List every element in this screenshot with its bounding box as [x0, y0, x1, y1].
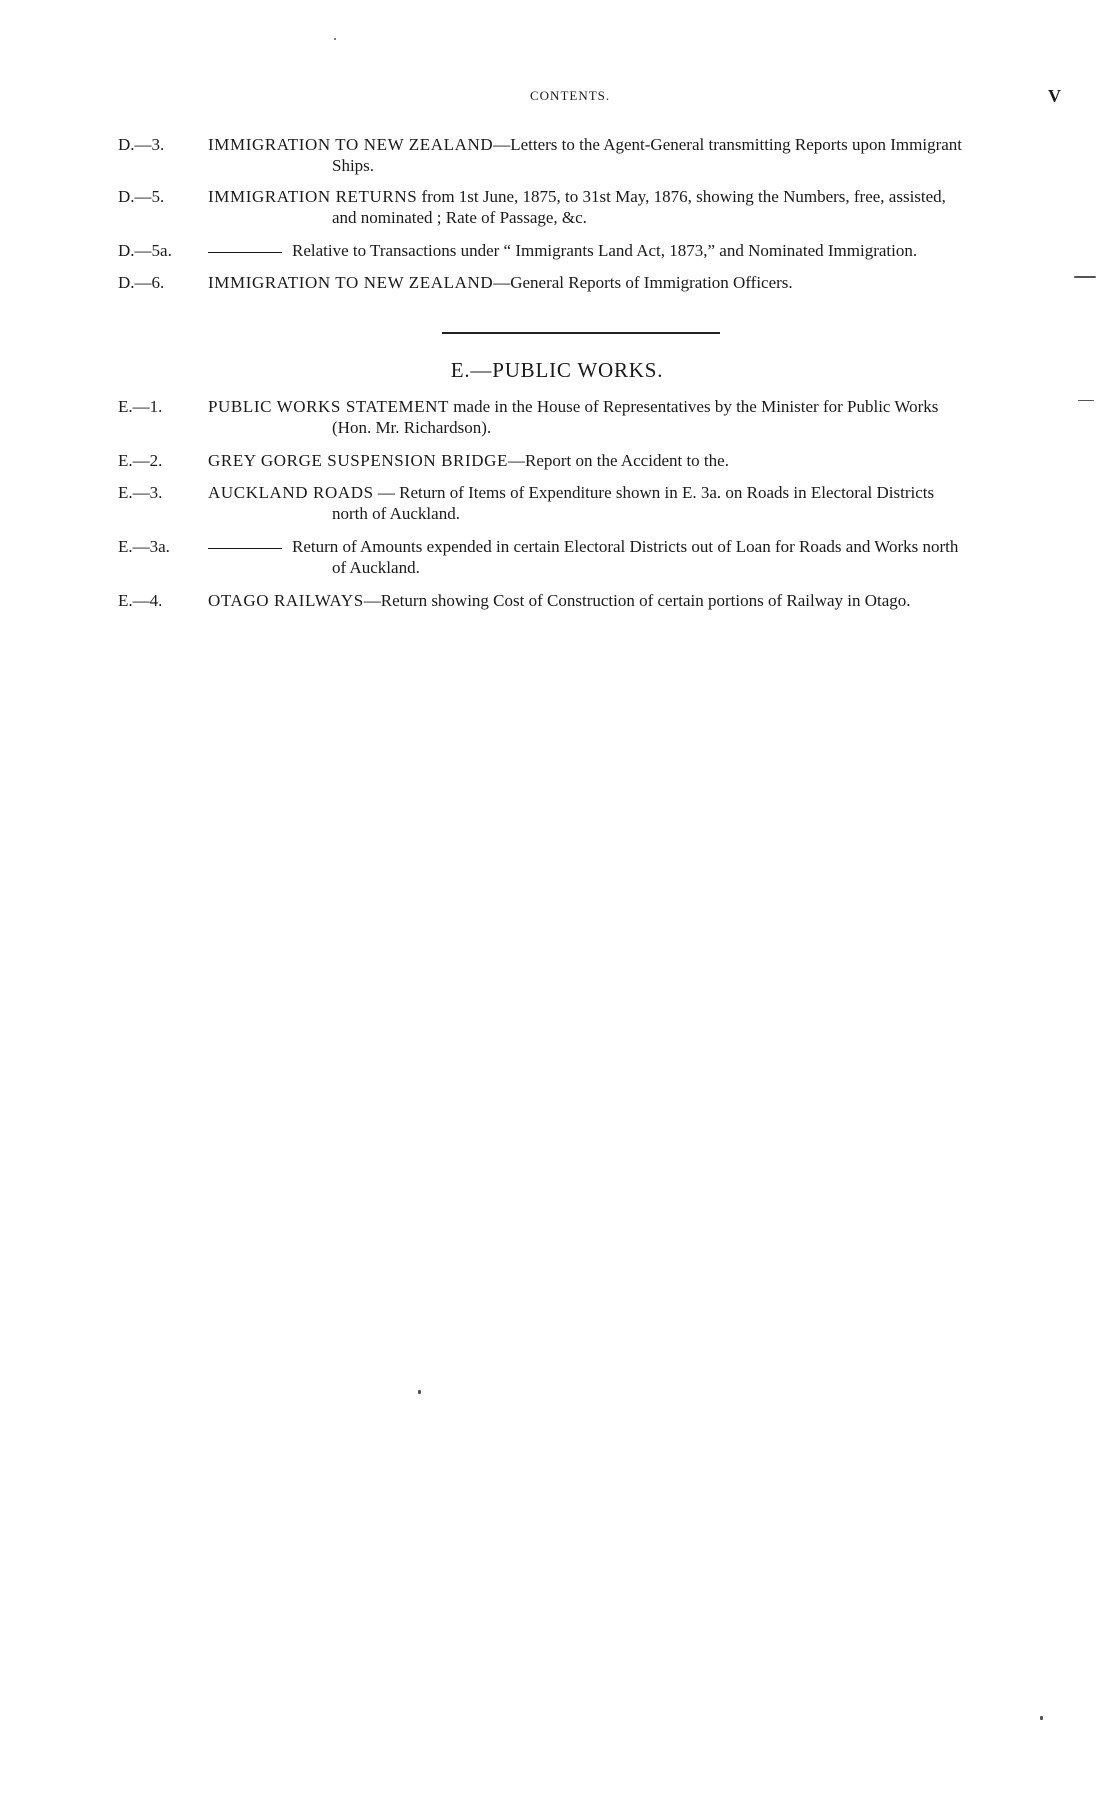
entry-code: D.—3.: [118, 135, 165, 154]
entry-heading: IMMIGRATION TO NEW ZEALAND: [208, 273, 494, 292]
entry-code: E.—3a.: [118, 537, 170, 556]
ditto-dash: [208, 252, 282, 253]
entry-continuation: and nominated ; Rate of Passage, &c.: [332, 208, 587, 227]
entry-text: Return of Amounts expended in certain Electoral Districts out of Loan for Roads and Works north: [292, 537, 959, 556]
margin-mark: [1074, 276, 1096, 278]
entry-code: E.—2.: [118, 451, 163, 470]
entry-text: — Return of Items of Expenditure shown in E. 3a. on Roads in Electoral Districts: [373, 483, 935, 502]
entry-code: D.—5.: [118, 187, 165, 206]
section-divider: [442, 332, 720, 334]
margin-mark: [1078, 400, 1094, 401]
entry-text: —Letters to the Agent-General transmitting Reports upon Immigrant: [493, 135, 963, 154]
entry-code: E.—3.: [118, 483, 163, 502]
entry-code: E.—4.: [118, 591, 163, 610]
section-heading: E.—PUBLIC WORKS.: [450, 358, 664, 382]
running-head: [0, 88, 1114, 108]
entry-code: D.—6.: [118, 273, 165, 292]
entry-heading: IMMIGRATION TO NEW ZEALAND: [208, 135, 494, 154]
entry-body: [208, 590, 1058, 611]
entry-continuation: Ships.: [332, 156, 375, 175]
entry-body: [208, 272, 1058, 293]
scan-speck: [334, 38, 336, 40]
entry-code: D.—5a.: [118, 241, 172, 260]
ditto-dash: [208, 548, 282, 549]
page-title: CONTENTS.: [530, 88, 611, 103]
entry-body: [208, 186, 1058, 228]
entry-body: [208, 240, 1058, 261]
scan-speck: [1040, 1716, 1043, 1720]
entry-body: [208, 396, 1058, 438]
page-number: V: [1048, 86, 1061, 106]
entry-body: [208, 482, 1058, 524]
entry-text: —Report on the Accident to the.: [508, 451, 729, 470]
entry-continuation: north of Auckland.: [332, 504, 460, 523]
entry-body: [208, 536, 1058, 578]
entry-continuation: of Auckland.: [332, 558, 420, 577]
entry-heading: OTAGO RAILWAYS: [208, 591, 364, 610]
entry-heading: AUCKLAND ROADS: [208, 483, 374, 502]
scan-speck: [418, 1390, 421, 1394]
entry-heading: IMMIGRATION RETURNS: [208, 187, 418, 206]
entry-code: E.—1.: [118, 397, 163, 416]
entry-body: [208, 450, 1058, 471]
entry-text: from 1st June, 1875, to 31st May, 1876, showing the Numbers, free, assisted,: [417, 187, 946, 206]
entry-text: —General Reports of Immigration Officers.: [493, 273, 793, 292]
entry-text: —Return showing Cost of Construction of certain portions of Railway in Otago.: [363, 591, 911, 610]
entry-body: [208, 134, 1058, 176]
entry-text: Relative to Transactions under “ Immigrants Land Act, 1873,” and Nominated Immigration.: [292, 241, 918, 260]
entry-heading: GREY GORGE SUSPENSION BRIDGE: [208, 451, 508, 470]
entry-continuation: (Hon. Mr. Richardson).: [332, 418, 492, 437]
entry-text: made in the House of Representatives by the Minister for Public Works: [449, 397, 939, 416]
entry-heading: PUBLIC WORKS STATEMENT: [208, 397, 450, 416]
